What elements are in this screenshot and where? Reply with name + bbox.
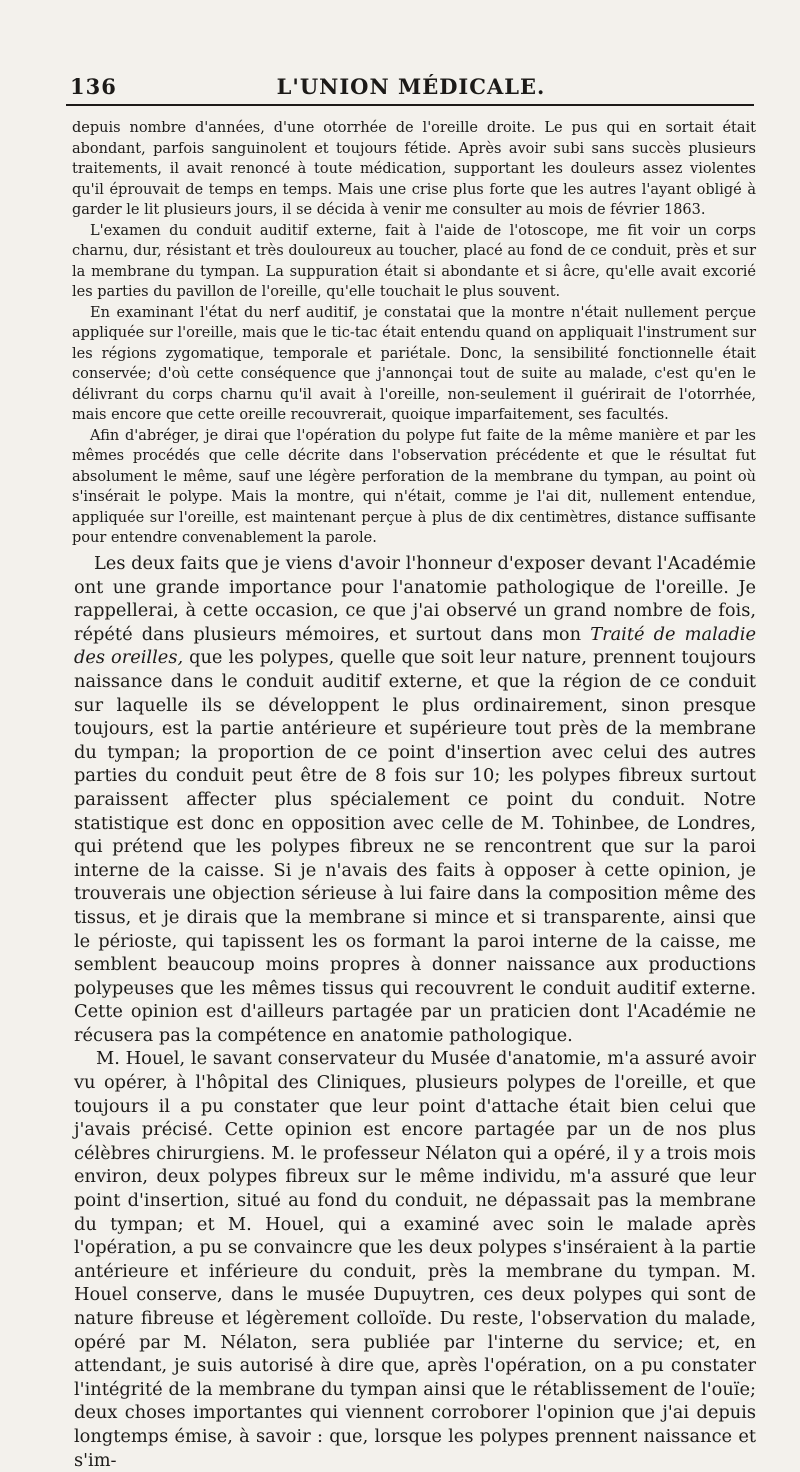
page-header <box>70 72 752 100</box>
header-rule <box>66 104 754 106</box>
book-title: Traité de maladie des oreilles, <box>74 623 756 669</box>
paragraph <box>74 552 756 1047</box>
observation-text <box>72 118 756 549</box>
text-run: Les deux faits que je viens d'avoir l'honneur d'exposer devant l'Académie ont une grande importance pour l'anatomie pathologique de l'oreille. Je rappellerai, à cette occasion, ce que j'ai observé un grand nombre de fois, répété dans plusieurs mémoires, et surtout dans mon <box>74 553 756 645</box>
main-text <box>74 552 756 1472</box>
paragraph: M. Houel, le savant conservateur du Musée d'anatomie, m'a assuré avoir vu opérer, à l'hôpital des Cliniques, plusieurs polypes de l'oreille, et que toujours il a pu constater que leur point d'attache était bien celui que j'avais précisé. Cette opinion est encore partagée par un de nos plus célèbres chirurgiens. M. le professeur Nélaton qui a opéré, il y a trois mois environ, deux polypes fibreux sur le même individu, m'a assuré que leur point d'insertion, situé au fond du conduit, ne dépassait pas la membrane du tympan; et M. Houel, qui a examiné avec soin le malade après l'opération, a pu se convaincre que les deux polypes s'inséraient à la partie antérieure et inférieure du conduit, près la membrane du tympan. M. Houel conserve, dans le musée Dupuytren, ces deux polypes qui sont de nature fibreuse et légèrement colloïde. Du reste, l'observation du malade, opéré par M. Nélaton, sera publiée par l'interne du service; et, en attendant, je suis autorisé à dire que, après l'opération, on a pu constater l'intégrité de la membrane du tympan ainsi que le rétablissement de l'ouïe; deux choses importantes qui viennent corroborer l'opinion que j'ai depuis longtemps émise, à savoir : que, lorsque les polypes prennent naissance et s'im- <box>74 1048 756 1471</box>
text-run: que les polypes, quelle que soit leur nature, prennent toujours naissance dans le conduit auditif externe, et que la région de ce conduit sur laquelle ils se développent le plus ordinairement, sinon presque toujours, est la partie antérieure et supérieure tout près de la membrane du tympan; la proportion de ce point d'insertion avec celui des autres parties du conduit peut être de 8 fois sur 10; les polypes fibreux surtout paraissent affecter plus spécialement ce point du conduit. Notre statistique est donc en opposition avec celle de M. Tohinbee, de Londres, qui prétend que les polypes fibreux ne se rencontrent que sur la paroi interne de la caisse. Si je n'avais des faits à opposer à cette opinion, je trouverais une objection sérieuse à lui faire dans la composition même des tissus, et je dirais que la membrane si mince et si transparente, ainsi que le périoste, qui tapissent les os formant la paroi interne de la caisse, me semblent beaucoup moins propres à donner naissance aux productions polypeuses que les mêmes tissus qui recouvrent le conduit auditif externe. Cette opinion est d'ailleurs partagée par un praticien dont l'Académie ne récusera pas la compétence en anatomie pathologique. <box>74 647 756 1046</box>
paragraph: Afin d'abréger, je dirai que l'opération du polype fut faite de la même manière et par les mêmes procédés que celle décrite dans l'observation précédente et que le résultat fut absolument le même, sauf une légère perforation de la membrane du tympan, au point où s'insérait le polype. Mais la montre, qui n'était, comme je l'ai dit, nullement entendue, appliquée sur l'oreille, est maintenant perçue à plus de dix centimètres, distance suffisante pour entendre convenablement la parole. <box>72 427 756 546</box>
paragraph: depuis nombre d'années, d'une otorrhée de l'oreille droite. Le pus qui en sortait était abondant, parfois sanguinolent et toujours fétide. Après avoir subi sans succès plusieurs traitements, il avait renoncé à toute médication, supportant les douleurs assez violentes qu'il éprouvait de temps en temps. Mais une crise plus forte que les autres l'ayant obligé à garder le lit plusieurs jours, il se décida à venir me consulter au mois de février 1863. <box>72 120 756 218</box>
paragraph: En examinant l'état du nerf auditif, je constatai que la montre n'était nullement perçue appliquée sur l'oreille, mais que le tic-tac était entendu quand on appliquait l'instrument sur les régions zygomatique, temporale et pariétale. Donc, la sensibilité fonctionnelle était conservée; d'où cette conséquence que j'annonçai tout de suite au malade, c'est qu'en le délivrant du corps charnu qu'il avait à l'oreille, non-seulement il guérirait de l'otorrhée, mais encore que cette oreille recouvrerait, quoique imparfaitement, ses facultés. <box>72 304 756 423</box>
paragraph: L'examen du conduit auditif externe, fait à l'aide de l'otoscope, me fit voir un corps charnu, dur, résistant et très douloureux au toucher, placé au fond de ce conduit, près et sur la membrane du tympan. La suppuration était si abondante et si âcre, qu'elle avait excorié les parties du pavillon de l'oreille, qu'elle touchait le plus souvent. <box>72 222 756 300</box>
page-number: 136 <box>70 74 117 99</box>
journal-title: L'UNION MÉDICALE. <box>276 74 546 99</box>
